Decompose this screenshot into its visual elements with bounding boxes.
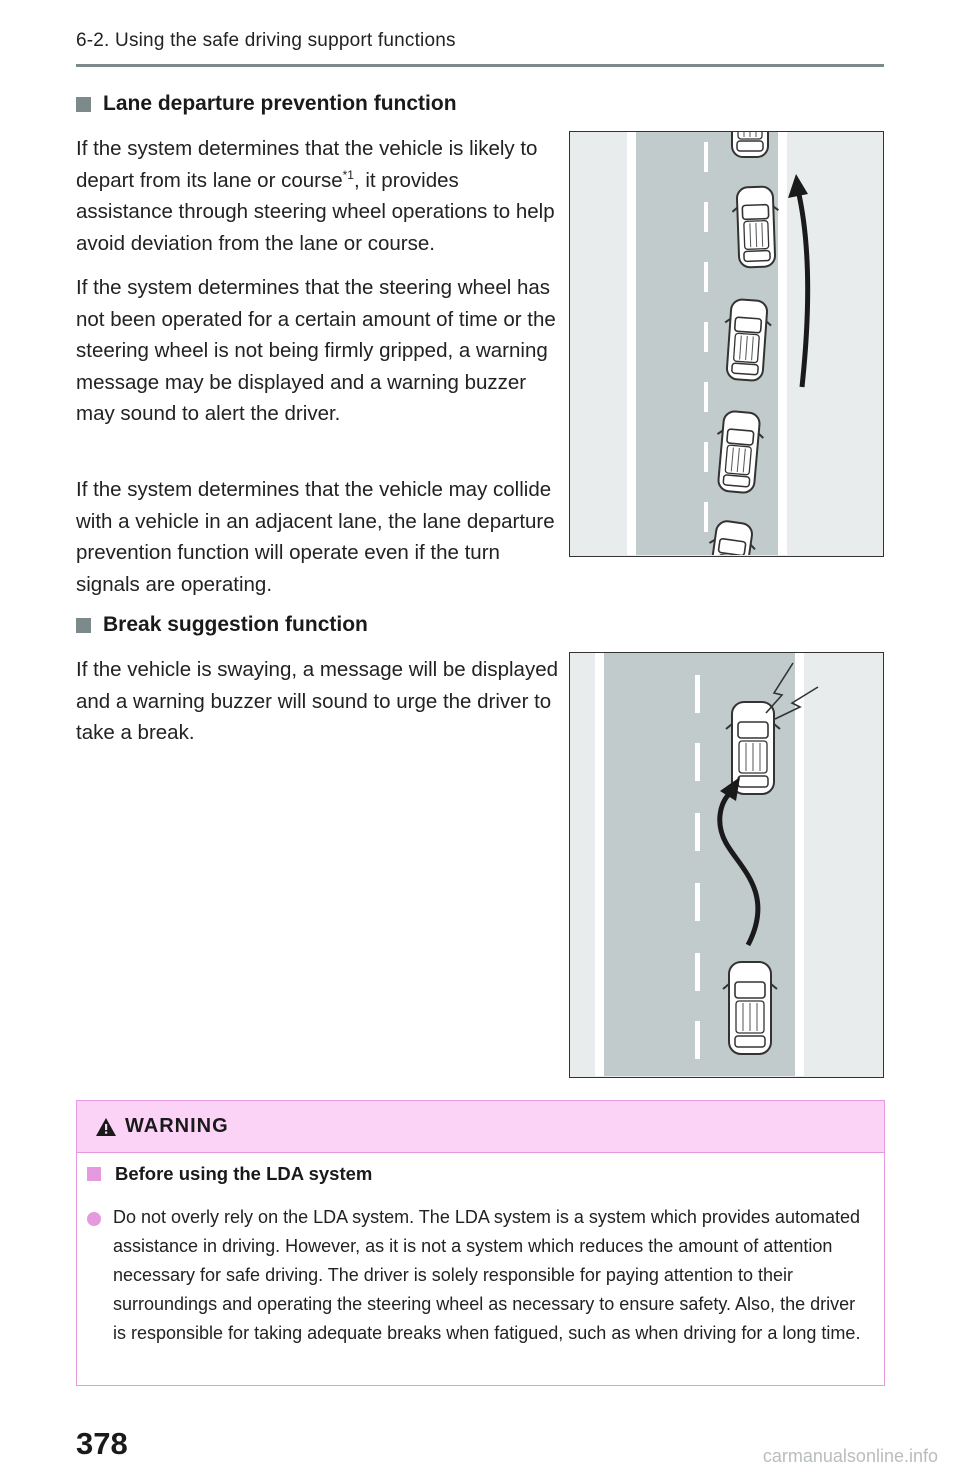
break-suggestion-illustration: [569, 652, 884, 1078]
square-bullet-icon: [76, 618, 91, 633]
footnote-marker: *1: [342, 167, 354, 182]
watermark: carmanualsonline.info: [762, 1446, 938, 1466]
lane-departure-illustration: [569, 131, 884, 557]
warning-label: WARNING: [125, 1115, 229, 1137]
section-title-lane-departure: [76, 92, 457, 116]
section-title-break-suggestion: [76, 613, 368, 637]
paragraph-lane-1: [76, 133, 560, 259]
warning-triangle-icon: [95, 1117, 117, 1137]
warning-bullet: [87, 1203, 867, 1348]
section-title-text: Break suggestion function: [103, 613, 368, 636]
paragraph-lane-3: If the system determines that the vehicle may collide with a vehicle in an adjacent lane, the lane departure prevention function will operate even if the turn signals are operating.: [76, 478, 555, 596]
warning-box: [76, 1100, 885, 1386]
break-suggestion-figure: [570, 653, 882, 1076]
circle-bullet-icon: [87, 1212, 101, 1226]
square-bullet-icon: [76, 97, 91, 112]
paragraph-lane-2: If the system determines that the steering wheel has not been operated for a certain amount of time or the steering wheel is not being firmly gripped, a warning message may be displayed and a warning buzzer may sound to alert the driver.: [76, 276, 556, 425]
warning-header: [77, 1101, 884, 1153]
lane-departure-figure: [570, 132, 882, 555]
paragraph-text: , it provides assistance through steering wheel operations to help avoid deviation from the lane or course.: [76, 168, 555, 255]
warning-subtitle-text: Before using the LDA system: [115, 1163, 373, 1184]
warning-bullet-text: Do not overly rely on the LDA system. The LDA system is a system which provides automated assistance in driving. However, as it is not a system which reduces the amount of attention necessary for safe driving. The driver is solely responsible for paying attention to their surroundings and operating the steering wheel as necessary to ensure safety. Also, the driver is responsible for taking adequate breaks when fatigued, such as when driving for a long time.: [113, 1207, 861, 1343]
square-bullet-icon: [87, 1167, 101, 1181]
page-number: 378: [76, 1426, 128, 1461]
header-rule: [76, 64, 884, 67]
paragraph-text: If the system determines that the vehicle is likely to depart from its lane or course: [76, 137, 538, 192]
warning-subtitle: [87, 1163, 372, 1185]
running-header: 6-2. Using the safe driving support functions: [76, 30, 456, 51]
paragraph-break-1: If the vehicle is swaying, a message will be displayed and a warning buzzer will sound to urge the driver to take a break.: [76, 658, 558, 744]
section-title-text: Lane departure prevention function: [103, 92, 457, 115]
